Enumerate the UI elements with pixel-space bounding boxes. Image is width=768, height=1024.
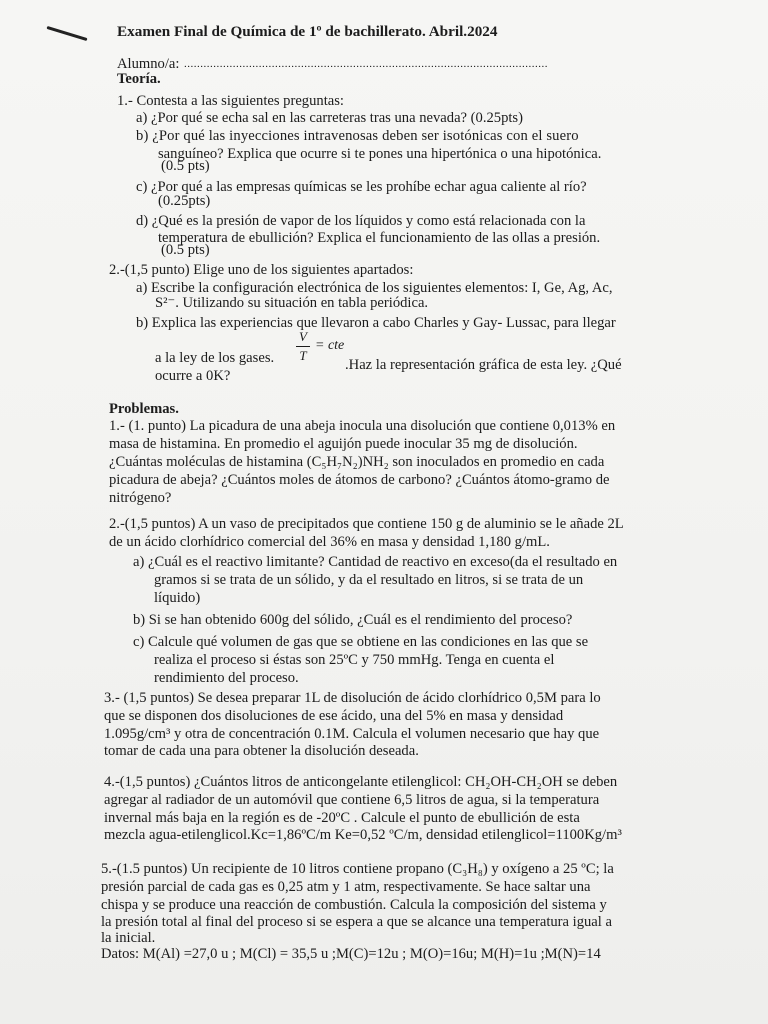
p3-line2: que se disponen dos disoluciones de ese ácido, una del 5% en masa y densidad: [104, 708, 564, 724]
p1-line5: nitrógeno?: [109, 490, 172, 506]
p1-line3: ¿Cuántas moléculas de histamina (C₅H₇N₂)NH₂ son inoculados en promedio en cada: [109, 454, 605, 470]
atomic-mass-data: Datos: M(Al) =27,0 u ; M(Cl) = 35,5 u ;M(C)=12u ; M(O)=16u; M(H)=1u ;M(N)=14: [101, 946, 601, 962]
q1-c-line1: c) ¿Por qué a las empresas químicas se les prohíbe echar agua caliente al río?: [136, 179, 587, 195]
q2-a-line2: S²⁻. Utilizando su situación en tabla periódica.: [155, 295, 429, 311]
student-name-dotted-line: ................................................................................................................: [184, 58, 548, 70]
p1-line1: 1.- (1. punto) La picadura de una abeja inocula una disolución que contiene 0,013% en: [109, 418, 616, 434]
q2-a-line1: a) Escribe la configuración electrónica de los siguientes elementos: I, Ge, Ag, Ac,: [136, 280, 613, 296]
q2-b-line2-left: a la ley de los gases.: [155, 350, 275, 366]
p4-line3: invernal más baja en la región es de -20ºC . Calcule el punto de ebullición de esta: [104, 810, 580, 826]
q1-b-line1: b) ¿Por qué las inyecciones intravenosas deben ser isotónicas con el suero: [136, 128, 579, 144]
p2-c-line2: realiza el proceso si éstas son 25ºC y 750 mmHg. Tenga en cuenta el: [154, 652, 555, 668]
p4-line2: agregar al radiador de un automóvil que contiene 6,5 litros de agua, si la temperatura: [104, 792, 600, 808]
p5-line3: chispa y se produce una reacción de combustión. Calcula la composición del sistema y: [101, 897, 607, 913]
p5-line4: la presión total al final del proceso si se espera a que se alcance una temperatura igual a: [101, 914, 612, 930]
q1-d-line2: temperatura de ebullición? Explica el funcionamiento de las ollas a presión.: [158, 230, 601, 246]
fraction-numerator: V: [299, 329, 307, 344]
p5-line5: la inicial.: [101, 930, 156, 946]
p4-line1: 4.-(1,5 puntos) ¿Cuántos litros de anticongelante etilenglicol: CH₂OH-CH₂OH se deben: [104, 774, 618, 790]
p2-b: b) Si se han obtenido 600g del sólido, ¿Cuál es el rendimiento del proceso?: [133, 612, 573, 628]
pen-stroke-mark: [46, 26, 87, 41]
q1-d-points: (0.5 pts): [161, 242, 210, 258]
p3-line1: 3.- (1,5 puntos) Se desea preparar 1L de disolución de ácido clorhídrico 0,5M para lo: [104, 690, 601, 706]
teoria-heading: Teoría.: [117, 71, 161, 87]
q2-b-line3: ocurre a 0K?: [155, 368, 231, 384]
fraction-denominator: T: [299, 348, 307, 363]
q2-intro: 2.-(1,5 punto) Elige uno de los siguientes apartados:: [109, 262, 414, 278]
student-name-label: Alumno/a:: [117, 56, 180, 72]
p2-intro-line2: de un ácido clorhídrico comercial del 36% en masa y densidad 1,180 g/mL.: [109, 534, 550, 550]
q1-a: a) ¿Por qué se echa sal en las carreteras tras una nevada? (0.25pts): [136, 110, 523, 126]
p2-c-line1: c) Calcule qué volumen de gas que se obtiene en las condiciones en las que se: [133, 634, 589, 650]
p2-c-line3: rendimiento del proceso.: [154, 670, 299, 686]
q1-b-points: (0.5 pts): [161, 158, 210, 174]
p2-a-line2: gramos si se trata de un sólido, y da el resultado en litros, si se trata de un: [154, 572, 584, 588]
p2-a-line3: líquido): [154, 590, 201, 606]
fraction-bar: [296, 346, 310, 347]
fraction-rhs: = cte: [315, 338, 345, 353]
q2-b-line1: b) Explica las experiencias que llevaron a cabo Charles y Gay- Lussac, para llegar: [136, 315, 616, 331]
exam-title: Examen Final de Química de 1º de bachillerato. Abril.2024: [117, 23, 498, 40]
q1-c-points: (0.25pts): [158, 193, 211, 209]
p5-line1: 5.-(1.5 puntos) Un recipiente de 10 litros contiene propano (C₃H₈) y oxígeno a 25 ºC; la: [101, 861, 614, 877]
q2-b-line2-right: .Haz la representación gráfica de esta ley. ¿Qué: [345, 357, 622, 373]
p1-line2: masa de histamina. En promedio el aguijón puede inocular 35 mg de disolución.: [109, 436, 578, 452]
p2-a-line1: a) ¿Cuál es el reactivo limitante? Cantidad de reactivo en exceso(da el resultado en: [133, 554, 618, 570]
p3-line4: tomar de cada una para obtener la disolución deseada.: [104, 743, 419, 759]
q1-b-line2: sanguíneo? Explica que ocurre si te pones una hipertónica o una hipotónica.: [158, 146, 602, 162]
problemas-heading: Problemas.: [109, 401, 179, 417]
q1-intro: 1.- Contesta a las siguientes preguntas:: [117, 93, 344, 109]
p1-line4: picadura de abeja? ¿Cuántos moles de átomos de carbono? ¿Cuántos átomo-gramo de: [109, 472, 610, 488]
p5-line2: presión parcial de cada gas es 0,25 atm y 1 atm, respectivamente. Se hace saltar una: [101, 879, 591, 895]
p3-line3: 1.095g/cm³ y otra de concentración 0.1M. Calcula el volumen necesario que hay que: [104, 726, 600, 742]
p4-line4: mezcla agua-etilenglicol.Kc=1,86ºC/m Ke=0,52 ºC/m, densidad etilenglicol=1100Kg/m³: [104, 827, 622, 843]
q1-d-line1: d) ¿Qué es la presión de vapor de los líquidos y como está relacionada con la: [136, 213, 586, 229]
gas-law-fraction: [296, 330, 310, 363]
p2-intro-line1: 2.-(1,5 puntos) A un vaso de precipitados que contiene 150 g de aluminio se le añade 2L: [109, 516, 624, 532]
